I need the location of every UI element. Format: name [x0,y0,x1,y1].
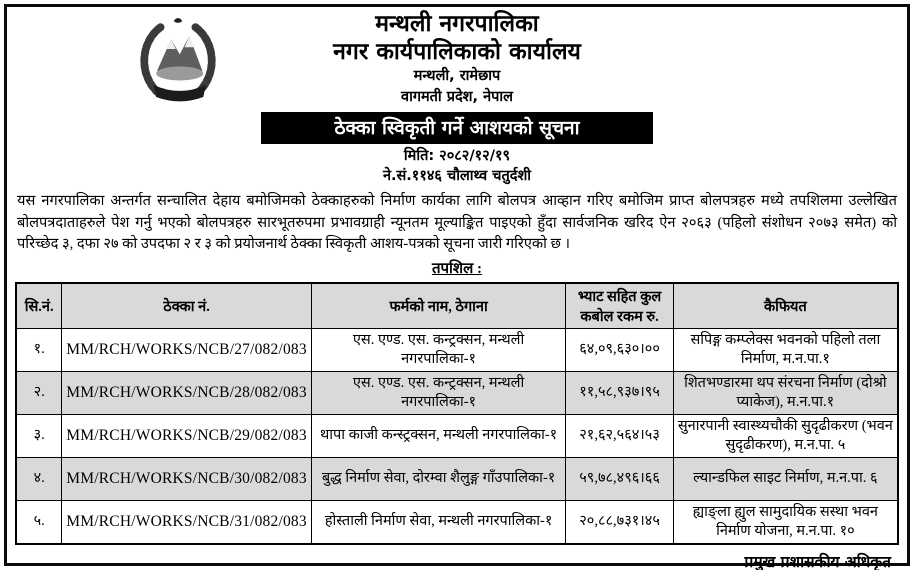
remarks-cell: ल्यान्डफिल साइट निर्माण, म.न.पा. ६ [673,457,898,500]
contracts-table [15,282,899,545]
contract-no-cell: MM/RCH/WORKS/NCB/30/082/083 [62,457,312,500]
firm-cell: होस्ताली निर्माण सेवा, मन्थली नगरपालिका-१ [311,500,566,544]
remarks-cell: सपिङ्ग कम्प्लेक्स भवनको पहिलो तला निर्माण, म.न.पा.१ [673,328,898,371]
column-header: भ्याट सहित कुल कबोल रकम रु. [566,283,673,329]
firm-cell: एस. एण्ड. एस. कन्ट्रक्सन, मन्थली नगरपालिका-१ [311,371,566,414]
table-row [16,500,898,544]
contract-no-cell: MM/RCH/WORKS/NCB/31/082/083 [62,500,312,544]
document-frame [4,4,910,570]
amount-cell: २१,६२,५६४।५३ [566,414,673,457]
amount-cell: ११,५८,९३७।९५ [566,371,673,414]
notice-title-banner: ठेक्का स्विकृती गर्ने आशयको सूचना [261,112,653,144]
contracts-table-body [16,328,898,544]
remarks-cell: शितभण्डारमा थप संरचना निर्माण (दोश्रो प्याकेज), म.न.पा.१ [673,371,898,414]
firm-cell: बुद्ध निर्माण सेवा, दोरम्वा शैलुङ्ग गाँउपालिका-१ [311,457,566,500]
table-header-row [16,283,898,329]
notice-body-paragraph: यस नगरपालिका अन्तर्गत सन्चालित देहाय बमोजिमको ठेक्काहरुको निर्माण कार्यका लागि बोलपत्र आव्हान गरिए बमोजिम प्राप्त बोलपत्रहरु मध्ये तपशिलमा उल्लेखित बोलपत्रदाताहरुले पेश गर्नु भएको बोलपत्रहरु सारभूतरुपमा प्रभावग्राही न्यूनतम मूल्याङ्कित पाइएको हुँदा सार्वजनिक खरिद ऐन २०६३ (पहिलो संशोधन २०७३ समेत) को परिच्छेद ३, दफा २७ को उपदफा २ र ३ को प्रयोजनार्थ ठेक्का स्विकृती आशय-पत्रको सूचना जारी गरिएको छ । [17,193,897,252]
amount-cell: २०,८८,७३१।४५ [566,500,673,544]
table-row [16,371,898,414]
firm-cell: एस. एण्ड. एस. कन्ट्रक्सन, मन्थली नगरपालिका-१ [311,328,566,371]
contract-no-cell: MM/RCH/WORKS/NCB/29/082/083 [62,414,312,457]
signature-title: प्रमुख प्रशासकीय अधिकृत [744,552,891,570]
address-line: मन्थली, रामेछाप [413,68,501,84]
amount-cell: ६४,०९,६३०।०० [566,328,673,371]
document-header [15,11,899,108]
amount-cell: ५९,७८,४९६।६६ [566,457,673,500]
contract-no-cell: MM/RCH/WORKS/NCB/27/082/083 [62,328,312,371]
serial-cell: ५. [16,500,62,544]
serial-cell: १. [16,328,62,371]
table-row [16,328,898,371]
serial-cell: ३. [16,414,62,457]
contract-no-cell: MM/RCH/WORKS/NCB/28/082/083 [62,371,312,414]
municipality-name: मन्थली नगरपालिका [375,11,539,37]
details-label: तपशिल : [431,260,483,277]
remarks-cell: सुनारपानी स्वास्थ्यचौकी सुदृढीकरण (भवन सुदृढीकरण), म.न.पा. ५ [673,414,898,457]
office-name: नगर कार्यपालिकाको कार्यालय [333,39,581,65]
column-header: कैफियत [673,283,898,329]
column-header: ठेक्का नं. [62,283,312,329]
province-line: वागमती प्रदेश, नेपाल [401,89,513,105]
column-header: सि.नं. [16,283,62,329]
notice-date: मिति: २०८२/१२/१९ [403,148,511,164]
emblem-icon [133,15,223,111]
table-row [16,457,898,500]
remarks-cell: ह्याङ्ला ह्युल सामुदायिक सस्था भवन निर्माण योजना, म.न.पा. १० [673,500,898,544]
municipality-logo [133,15,223,111]
firm-cell: थापा काजी कन्स्ट्रक्सन, मन्थली नगरपालिका-१ [311,414,566,457]
column-header: फर्मको नाम, ठेगाना [311,283,566,329]
serial-cell: २. [16,371,62,414]
table-row [16,414,898,457]
nepal-sambat-date: ने.सं.११४६ चौलाथ्व चतुर्दशी [382,168,532,184]
serial-cell: ४. [16,457,62,500]
